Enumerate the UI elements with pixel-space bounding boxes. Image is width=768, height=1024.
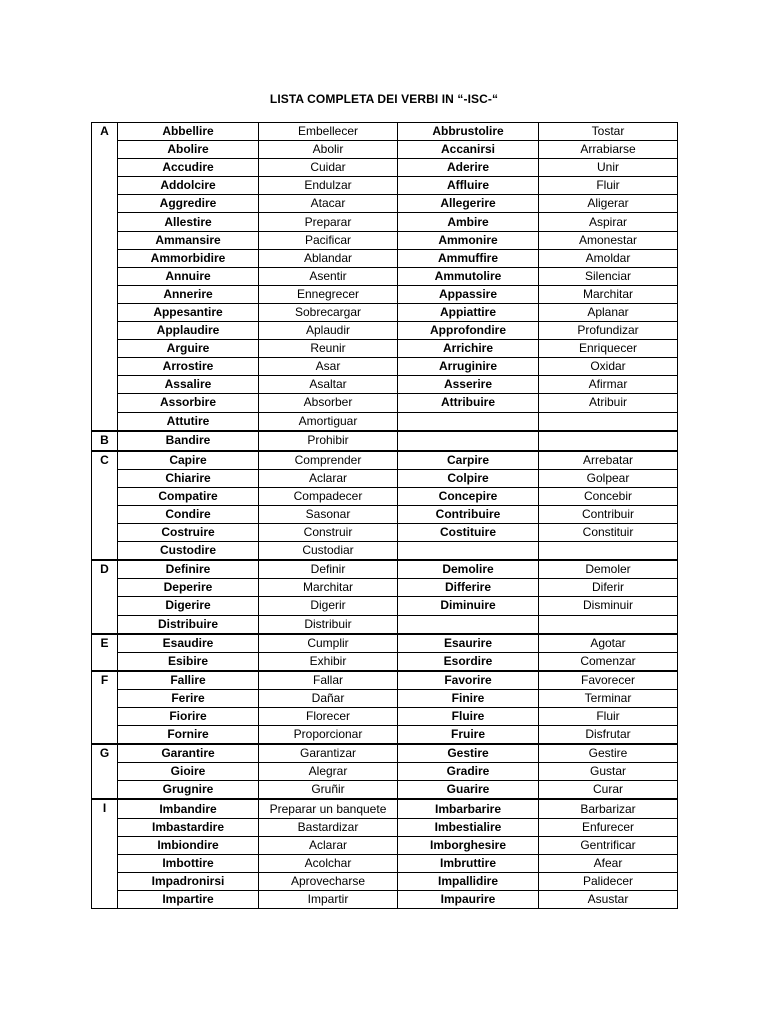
italian-verb-cell: Digerire — [118, 597, 259, 615]
italian-verb-cell: Esordire — [398, 652, 539, 671]
spanish-translation-cell: Disfrutar — [539, 726, 678, 745]
italian-verb-cell: Finire — [398, 689, 539, 707]
italian-verb-cell: Imbarbarire — [398, 799, 539, 818]
italian-verb-cell: Aggredire — [118, 195, 259, 213]
section-letter: D — [92, 560, 118, 633]
verb-table — [91, 122, 678, 909]
spanish-translation-cell — [539, 412, 678, 431]
italian-verb-cell: Impadronirsi — [118, 872, 259, 890]
spanish-translation-cell: Demoler — [539, 560, 678, 579]
table-row — [92, 412, 678, 431]
table-row — [92, 726, 678, 745]
spanish-translation-cell: Impartir — [259, 890, 398, 908]
italian-verb-cell: Arrichire — [398, 340, 539, 358]
spanish-translation-cell: Abolir — [259, 141, 398, 159]
table-row — [92, 394, 678, 412]
italian-verb-cell: Carpire — [398, 451, 539, 470]
italian-verb-cell: Favorire — [398, 671, 539, 690]
spanish-translation-cell: Proporcionar — [259, 726, 398, 745]
italian-verb-cell: Esaurire — [398, 634, 539, 653]
italian-verb-cell: Accanirsi — [398, 141, 539, 159]
italian-verb-cell — [398, 615, 539, 634]
italian-verb-cell: Appassire — [398, 285, 539, 303]
spanish-translation-cell: Enfurecer — [539, 818, 678, 836]
italian-verb-cell: Costruire — [118, 524, 259, 542]
spanish-translation-cell: Embellecer — [259, 123, 398, 141]
spanish-translation-cell: Golpear — [539, 469, 678, 487]
spanish-translation-cell: Contribuir — [539, 505, 678, 523]
spanish-translation-cell: Profundizar — [539, 322, 678, 340]
spanish-translation-cell: Terminar — [539, 689, 678, 707]
table-row — [92, 836, 678, 854]
spanish-translation-cell: Marchitar — [539, 285, 678, 303]
section-letter: E — [92, 634, 118, 671]
italian-verb-cell: Guarire — [398, 781, 539, 800]
spanish-translation-cell: Arrebatar — [539, 451, 678, 470]
table-row — [92, 579, 678, 597]
spanish-translation-cell: Endulzar — [259, 177, 398, 195]
italian-verb-cell: Esibire — [118, 652, 259, 671]
spanish-translation-cell: Preparar — [259, 213, 398, 231]
italian-verb-cell: Ammorbidire — [118, 249, 259, 267]
spanish-translation-cell: Definir — [259, 560, 398, 579]
spanish-translation-cell: Concebir — [539, 487, 678, 505]
italian-verb-cell: Ferire — [118, 689, 259, 707]
table-row — [92, 524, 678, 542]
spanish-translation-cell: Ablandar — [259, 249, 398, 267]
spanish-translation-cell: Sobrecargar — [259, 303, 398, 321]
table-row — [92, 652, 678, 671]
italian-verb-cell: Ammutolire — [398, 267, 539, 285]
table-row — [92, 781, 678, 800]
italian-verb-cell: Affluire — [398, 177, 539, 195]
section-letter: G — [92, 744, 118, 799]
italian-verb-cell — [398, 412, 539, 431]
spanish-translation-cell — [539, 615, 678, 634]
italian-verb-cell: Diminuire — [398, 597, 539, 615]
table-row — [92, 671, 678, 690]
italian-verb-cell: Arguire — [118, 340, 259, 358]
spanish-translation-cell: Exhibir — [259, 652, 398, 671]
table-row — [92, 249, 678, 267]
italian-verb-cell: Imborghesire — [398, 836, 539, 854]
italian-verb-cell: Allegerire — [398, 195, 539, 213]
spanish-translation-cell: Gestire — [539, 744, 678, 763]
spanish-translation-cell: Cuidar — [259, 159, 398, 177]
italian-verb-cell: Imbottire — [118, 854, 259, 872]
italian-verb-cell: Fiorire — [118, 708, 259, 726]
table-row — [92, 542, 678, 561]
spanish-translation-cell: Asustar — [539, 890, 678, 908]
spanish-translation-cell: Dañar — [259, 689, 398, 707]
spanish-translation-cell: Afirmar — [539, 376, 678, 394]
italian-verb-cell: Accudire — [118, 159, 259, 177]
italian-verb-cell: Imbruttire — [398, 854, 539, 872]
spanish-translation-cell: Disminuir — [539, 597, 678, 615]
italian-verb-cell: Imbiondire — [118, 836, 259, 854]
italian-verb-cell: Ammansire — [118, 231, 259, 249]
table-row — [92, 231, 678, 249]
italian-verb-cell: Ammuffire — [398, 249, 539, 267]
italian-verb-cell: Distribuire — [118, 615, 259, 634]
spanish-translation-cell: Oxidar — [539, 358, 678, 376]
spanish-translation-cell: Distribuir — [259, 615, 398, 634]
spanish-translation-cell: Comprender — [259, 451, 398, 470]
spanish-translation-cell: Aprovecharse — [259, 872, 398, 890]
spanish-translation-cell: Gustar — [539, 763, 678, 781]
spanish-translation-cell: Digerir — [259, 597, 398, 615]
italian-verb-cell: Annerire — [118, 285, 259, 303]
table-row — [92, 505, 678, 523]
italian-verb-cell: Fornire — [118, 726, 259, 745]
italian-verb-cell: Compatire — [118, 487, 259, 505]
table-row — [92, 177, 678, 195]
table-row — [92, 872, 678, 890]
table-row — [92, 487, 678, 505]
italian-verb-cell: Capire — [118, 451, 259, 470]
spanish-translation-cell: Afear — [539, 854, 678, 872]
table-row — [92, 597, 678, 615]
section-letter: B — [92, 431, 118, 451]
italian-verb-cell: Chiarire — [118, 469, 259, 487]
italian-verb-cell: Grugnire — [118, 781, 259, 800]
table-row — [92, 890, 678, 908]
italian-verb-cell: Assalire — [118, 376, 259, 394]
italian-verb-cell: Bandire — [118, 431, 259, 451]
table-row — [92, 285, 678, 303]
italian-verb-cell: Approfondire — [398, 322, 539, 340]
spanish-translation-cell: Fluir — [539, 177, 678, 195]
spanish-translation-cell: Constituir — [539, 524, 678, 542]
spanish-translation-cell: Favorecer — [539, 671, 678, 690]
spanish-translation-cell: Construir — [259, 524, 398, 542]
table-row — [92, 340, 678, 358]
italian-verb-cell: Impartire — [118, 890, 259, 908]
spanish-translation-cell: Palidecer — [539, 872, 678, 890]
italian-verb-cell — [398, 542, 539, 561]
italian-verb-cell: Allestire — [118, 213, 259, 231]
table-row — [92, 322, 678, 340]
italian-verb-cell: Fluire — [398, 708, 539, 726]
table-row — [92, 744, 678, 763]
italian-verb-cell: Addolcire — [118, 177, 259, 195]
italian-verb-cell: Costituire — [398, 524, 539, 542]
spanish-translation-cell: Florecer — [259, 708, 398, 726]
spanish-translation-cell: Arrabiarse — [539, 141, 678, 159]
section-letter: F — [92, 671, 118, 744]
italian-verb-cell: Impaurire — [398, 890, 539, 908]
table-row — [92, 213, 678, 231]
spanish-translation-cell: Agotar — [539, 634, 678, 653]
spanish-translation-cell: Asaltar — [259, 376, 398, 394]
spanish-translation-cell: Aplaudir — [259, 322, 398, 340]
table-row — [92, 799, 678, 818]
italian-verb-cell: Gestire — [398, 744, 539, 763]
spanish-translation-cell: Fallar — [259, 671, 398, 690]
spanish-translation-cell: Prohibir — [259, 431, 398, 451]
italian-verb-cell: Annuire — [118, 267, 259, 285]
spanish-translation-cell: Bastardizar — [259, 818, 398, 836]
italian-verb-cell: Differire — [398, 579, 539, 597]
spanish-translation-cell: Barbarizar — [539, 799, 678, 818]
table-row — [92, 141, 678, 159]
italian-verb-cell: Gioire — [118, 763, 259, 781]
italian-verb-cell: Appiattire — [398, 303, 539, 321]
table-row — [92, 195, 678, 213]
spanish-translation-cell: Unir — [539, 159, 678, 177]
spanish-translation-cell: Gentrificar — [539, 836, 678, 854]
spanish-translation-cell: Gruñir — [259, 781, 398, 800]
table-row — [92, 303, 678, 321]
italian-verb-cell: Colpire — [398, 469, 539, 487]
italian-verb-cell: Imbestialire — [398, 818, 539, 836]
italian-verb-cell: Attutire — [118, 412, 259, 431]
italian-verb-cell: Demolire — [398, 560, 539, 579]
spanish-translation-cell: Aclarar — [259, 836, 398, 854]
italian-verb-cell: Imbandire — [118, 799, 259, 818]
spanish-translation-cell: Absorber — [259, 394, 398, 412]
italian-verb-cell — [398, 431, 539, 451]
table-row — [92, 708, 678, 726]
table-row — [92, 159, 678, 177]
italian-verb-cell: Abbellire — [118, 123, 259, 141]
italian-verb-cell: Imbastardire — [118, 818, 259, 836]
spanish-translation-cell: Garantizar — [259, 744, 398, 763]
spanish-translation-cell: Reunir — [259, 340, 398, 358]
spanish-translation-cell: Compadecer — [259, 487, 398, 505]
spanish-translation-cell: Amonestar — [539, 231, 678, 249]
spanish-translation-cell: Custodiar — [259, 542, 398, 561]
table-row — [92, 123, 678, 141]
spanish-translation-cell: Pacificar — [259, 231, 398, 249]
italian-verb-cell: Esaudire — [118, 634, 259, 653]
section-letter: A — [92, 123, 118, 431]
spanish-translation-cell: Aplanar — [539, 303, 678, 321]
italian-verb-cell: Arrostire — [118, 358, 259, 376]
italian-verb-cell: Abbrustolire — [398, 123, 539, 141]
section-letter: C — [92, 451, 118, 561]
spanish-translation-cell: Ennegrecer — [259, 285, 398, 303]
italian-verb-cell: Custodire — [118, 542, 259, 561]
verb-table-body — [92, 123, 678, 909]
table-row — [92, 854, 678, 872]
table-row — [92, 431, 678, 451]
italian-verb-cell: Impallidire — [398, 872, 539, 890]
italian-verb-cell: Gradire — [398, 763, 539, 781]
spanish-translation-cell: Marchitar — [259, 579, 398, 597]
spanish-translation-cell — [539, 542, 678, 561]
italian-verb-cell: Asserire — [398, 376, 539, 394]
spanish-translation-cell: Alegrar — [259, 763, 398, 781]
italian-verb-cell: Definire — [118, 560, 259, 579]
italian-verb-cell: Garantire — [118, 744, 259, 763]
italian-verb-cell: Fruire — [398, 726, 539, 745]
italian-verb-cell: Ambire — [398, 213, 539, 231]
table-row — [92, 469, 678, 487]
italian-verb-cell: Aderire — [398, 159, 539, 177]
spanish-translation-cell: Preparar un banquete — [259, 799, 398, 818]
table-row — [92, 560, 678, 579]
italian-verb-cell: Ammonire — [398, 231, 539, 249]
spanish-translation-cell: Enriquecer — [539, 340, 678, 358]
spanish-translation-cell: Silenciar — [539, 267, 678, 285]
spanish-translation-cell — [539, 431, 678, 451]
spanish-translation-cell: Curar — [539, 781, 678, 800]
table-row — [92, 689, 678, 707]
section-letter: I — [92, 799, 118, 908]
italian-verb-cell: Condire — [118, 505, 259, 523]
spanish-translation-cell: Diferir — [539, 579, 678, 597]
italian-verb-cell: Appesantire — [118, 303, 259, 321]
spanish-translation-cell: Tostar — [539, 123, 678, 141]
spanish-translation-cell: Asentir — [259, 267, 398, 285]
italian-verb-cell: Attribuire — [398, 394, 539, 412]
table-row — [92, 615, 678, 634]
document-title: LISTA COMPLETA DEI VERBI IN “-ISC-“ — [269, 92, 499, 106]
italian-verb-cell: Deperire — [118, 579, 259, 597]
spanish-translation-cell: Amortiguar — [259, 412, 398, 431]
spanish-translation-cell: Asar — [259, 358, 398, 376]
table-row — [92, 267, 678, 285]
table-row — [92, 818, 678, 836]
italian-verb-cell: Fallire — [118, 671, 259, 690]
italian-verb-cell: Applaudire — [118, 322, 259, 340]
spanish-translation-cell: Aligerar — [539, 195, 678, 213]
spanish-translation-cell: Acolchar — [259, 854, 398, 872]
spanish-translation-cell: Aclarar — [259, 469, 398, 487]
spanish-translation-cell: Aspirar — [539, 213, 678, 231]
italian-verb-cell: Assorbire — [118, 394, 259, 412]
italian-verb-cell: Arruginire — [398, 358, 539, 376]
italian-verb-cell: Abolire — [118, 141, 259, 159]
spanish-translation-cell: Sasonar — [259, 505, 398, 523]
spanish-translation-cell: Amoldar — [539, 249, 678, 267]
table-row — [92, 376, 678, 394]
table-row — [92, 451, 678, 470]
table-row — [92, 358, 678, 376]
table-row — [92, 763, 678, 781]
italian-verb-cell: Contribuire — [398, 505, 539, 523]
spanish-translation-cell: Cumplir — [259, 634, 398, 653]
spanish-translation-cell: Atacar — [259, 195, 398, 213]
table-row — [92, 634, 678, 653]
spanish-translation-cell: Comenzar — [539, 652, 678, 671]
spanish-translation-cell: Atribuir — [539, 394, 678, 412]
italian-verb-cell: Concepire — [398, 487, 539, 505]
spanish-translation-cell: Fluir — [539, 708, 678, 726]
